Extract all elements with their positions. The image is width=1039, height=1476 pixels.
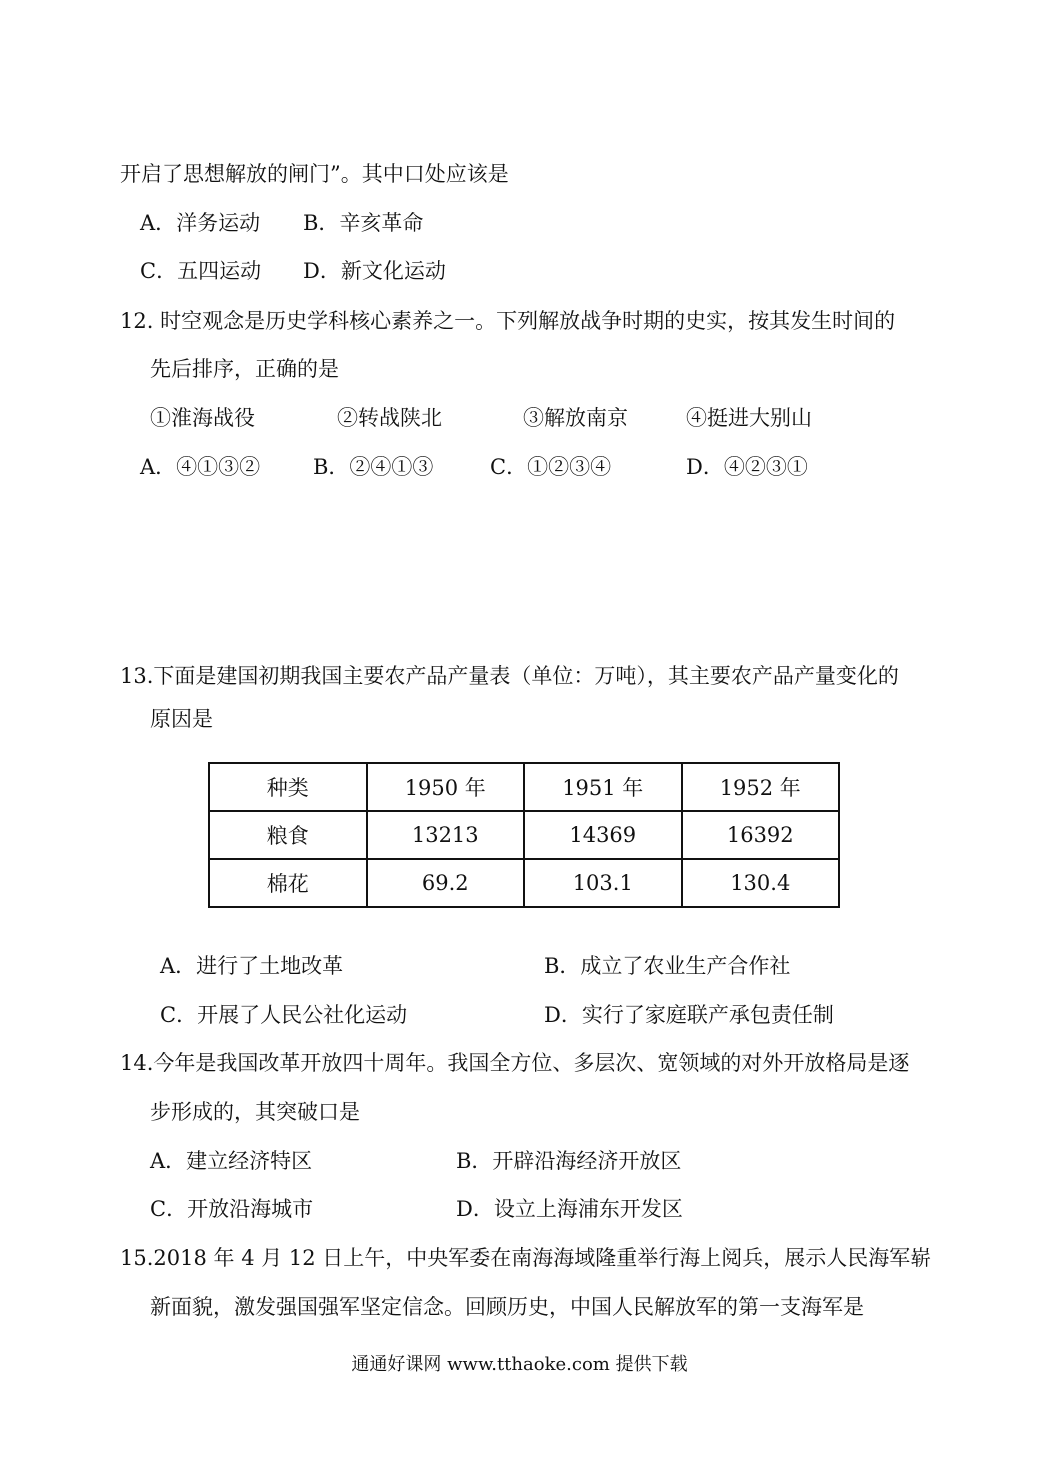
q14-option-d: D．设立上海浦东开发区 <box>456 1197 683 1221</box>
table-row <box>209 811 839 859</box>
q12-event-1: ①淮海战役 <box>150 406 255 430</box>
table-header-cell: 1950 年 <box>367 763 525 811</box>
table-header-cell: 1952 年 <box>682 763 840 811</box>
table-cell: 130.4 <box>682 859 840 907</box>
q14-stem-line1: 14.今年是我国改革开放四十周年。我国全方位、多层次、宽领域的对外开放格局是逐 <box>120 1051 910 1075</box>
q12-option-d: D．④②③① <box>686 455 808 479</box>
table-cell: 69.2 <box>367 859 525 907</box>
table-cell: 16392 <box>682 811 840 859</box>
q12-event-3: ③解放南京 <box>523 406 628 430</box>
q13-option-b: B．成立了农业生产合作社 <box>544 954 791 978</box>
q13-option-a: A．进行了土地改革 <box>160 954 344 978</box>
q13-option-c: C．开展了人民公社化运动 <box>160 1003 408 1027</box>
page-footer: 通通好课网 www.tthaoke.com 提供下载 <box>351 1354 688 1375</box>
q15-stem-line1: 15.2018 年 4 月 12 日上午，中央军委在南海海域隆重举行海上阅兵，展示人民海军崭 <box>120 1246 932 1270</box>
q11-option-b: B．辛亥革命 <box>303 211 424 235</box>
q12-option-b: B．②④①③ <box>313 455 434 479</box>
q12-option-a: A．④①③② <box>140 455 261 479</box>
production-table <box>208 762 840 908</box>
table-cell: 103.1 <box>524 859 682 907</box>
table-cell: 棉花 <box>209 859 367 907</box>
table-cell: 14369 <box>524 811 682 859</box>
q12-option-c: C．①②③④ <box>490 455 612 479</box>
q14-option-c: C．开放沿海城市 <box>150 1197 314 1221</box>
q11-option-d: D．新文化运动 <box>303 259 446 283</box>
q12-stem-line2: 先后排序，正确的是 <box>150 357 339 381</box>
q14-option-b: B．开辟沿海经济开放区 <box>456 1149 682 1173</box>
q14-option-a: A．建立经济特区 <box>150 1149 313 1173</box>
q12-event-4: ④挺进大别山 <box>686 406 812 430</box>
table-header-row <box>209 763 839 811</box>
table-header-cell: 1951 年 <box>524 763 682 811</box>
q15-stem-line2: 新面貌，激发强国强军坚定信念。回顾历史，中国人民解放军的第一支海军是 <box>150 1295 864 1319</box>
q12-event-2: ②转战陕北 <box>337 406 442 430</box>
table-cell: 13213 <box>367 811 525 859</box>
table-row <box>209 859 839 907</box>
q13-stem-line2: 原因是 <box>150 707 213 731</box>
q11-option-c: C．五四运动 <box>140 259 262 283</box>
table-cell: 粮食 <box>209 811 367 859</box>
q11-continuation: 开启了思想解放的闸门”。其中口处应该是 <box>120 162 509 186</box>
q13-option-d: D．实行了家庭联产承包责任制 <box>544 1003 834 1027</box>
q12-stem-line1: 12. 时空观念是历史学科核心素养之一。下列解放战争时期的史实，按其发生时间的 <box>120 309 896 333</box>
q14-stem-line2: 步形成的，其突破口是 <box>150 1100 360 1124</box>
table-header-cell: 种类 <box>209 763 367 811</box>
q11-option-a: A．洋务运动 <box>140 211 261 235</box>
q13-stem-line1: 13.下面是建国初期我国主要农产品产量表（单位：万吨），其主要农产品产量变化的 <box>120 664 899 688</box>
